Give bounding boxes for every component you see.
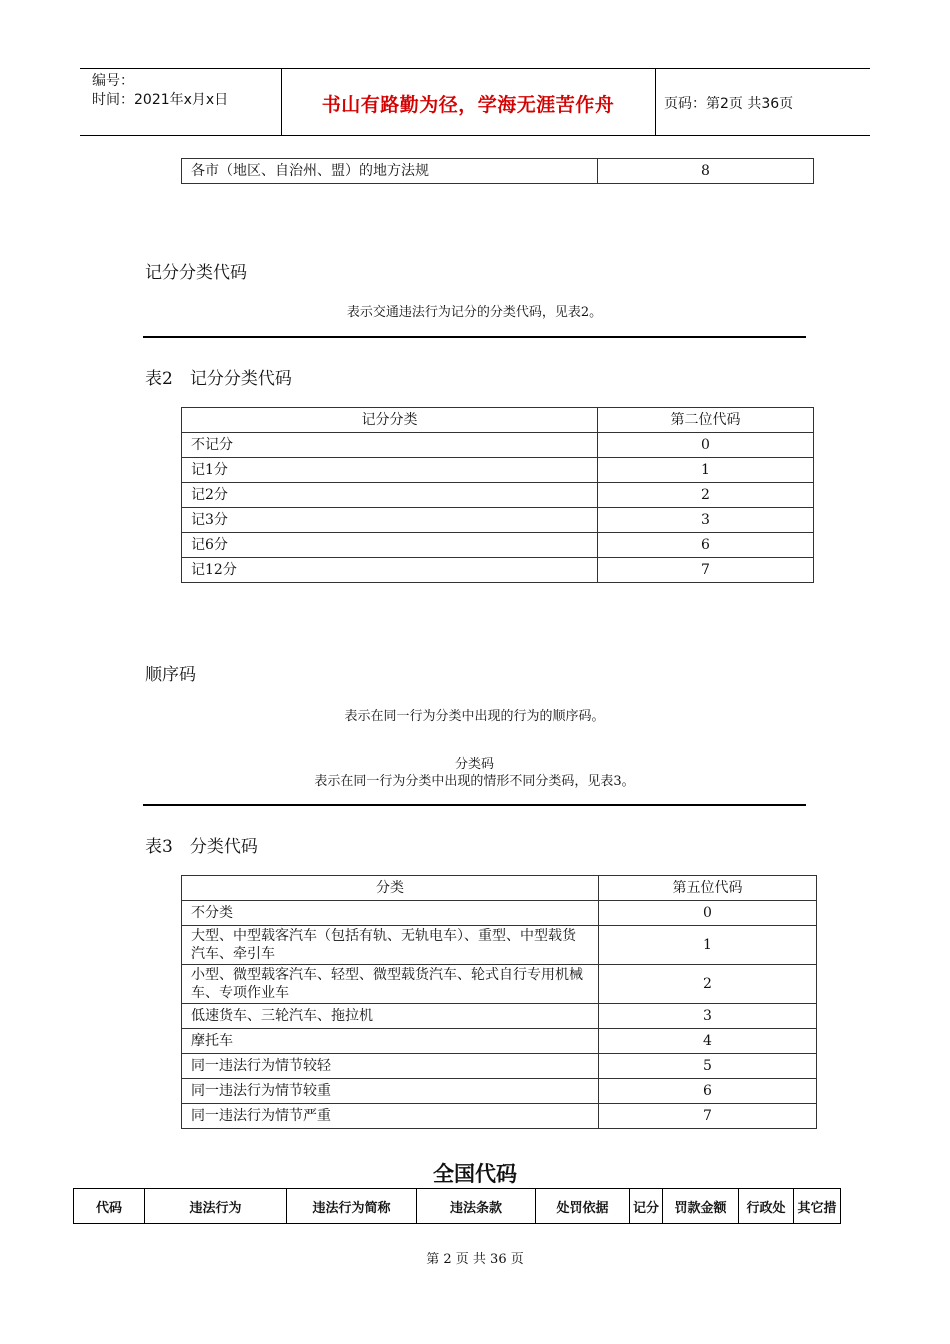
table-cell: 7 (598, 558, 814, 583)
header-top-rule (80, 68, 870, 69)
table-row (182, 1054, 817, 1079)
table-cell: 不分类 (182, 901, 599, 926)
table-header-cell: 第二位代码 (598, 408, 814, 433)
table-row (182, 458, 814, 483)
header-number-label: 编号： (92, 73, 134, 89)
header-motto: 书山有路勤为径，学海无涯苦作舟 (321, 94, 615, 116)
table-cell: 记6分 (182, 533, 598, 558)
section-caption-category: 表示在同一行为分类中出现的情形不同分类码，见表3。 (314, 774, 635, 789)
table-header-cell: 处罚依据 (536, 1189, 630, 1224)
table-row (182, 533, 814, 558)
table-cell: 1 (598, 458, 814, 483)
table-cell: 记1分 (182, 458, 598, 483)
table-row (182, 926, 817, 965)
table-cell: 4 (599, 1029, 817, 1054)
table-header-cell: 罚款金额 (663, 1189, 739, 1224)
table-header-cell: 违法行为 (145, 1189, 287, 1224)
header-divider-left (281, 68, 282, 136)
table-row (182, 483, 814, 508)
section-heading-points: 记分分类代码 (145, 263, 247, 283)
table-cell: 8 (598, 159, 814, 184)
table-cell: 1 (599, 926, 817, 965)
table-header-row (182, 408, 814, 433)
header-page-info: 页码：第2页 共36页 (664, 96, 794, 112)
header-time-label: 时间：2021年x月x日 (92, 92, 229, 108)
divider-rule (143, 804, 806, 806)
table-cell: 0 (598, 433, 814, 458)
table2 (181, 407, 814, 583)
header-bottom-rule (80, 135, 870, 136)
table-row (182, 433, 814, 458)
table-cell: 5 (599, 1054, 817, 1079)
table-cell: 小型、微型载客汽车、轻型、微型载货汽车、轮式自行专用机械车、专项作业车 (182, 965, 599, 1004)
table3 (181, 875, 817, 1129)
table-cell: 同一违法行为情节较重 (182, 1079, 599, 1104)
table-row (182, 1104, 817, 1129)
table-cell: 大型、中型载客汽车（包括有轨、无轨电车）、重型、中型载货汽车、牵引车 (182, 926, 599, 965)
table-header-cell: 第五位代码 (599, 876, 817, 901)
table-row (182, 1029, 817, 1054)
table-header-cell: 其它措 (794, 1189, 841, 1224)
page-footer: 第 2 页 共 36 页 (426, 1252, 524, 1267)
table-cell: 同一违法行为情节较轻 (182, 1054, 599, 1079)
table-row (182, 965, 817, 1004)
national-code-title: 全国代码 (433, 1162, 517, 1186)
table-cell: 摩托车 (182, 1029, 599, 1054)
table-header-cell: 代码 (74, 1189, 145, 1224)
table-header-cell: 分类 (182, 876, 599, 901)
table-cell: 记2分 (182, 483, 598, 508)
table-cell: 0 (599, 901, 817, 926)
table-header-cell: 记分分类 (182, 408, 598, 433)
table-cell: 6 (598, 533, 814, 558)
table-row (182, 901, 817, 926)
table-cell: 7 (599, 1104, 817, 1129)
section-caption-points: 表示交通违法行为记分的分类代码，见表2。 (346, 305, 603, 320)
table-header-cell: 行政处 (739, 1189, 794, 1224)
table-cell: 2 (598, 483, 814, 508)
table-cell: 各市（地区、自治州、盟）的地方法规 (182, 159, 598, 184)
table-cell: 记12分 (182, 558, 598, 583)
table-cell: 3 (598, 508, 814, 533)
table-header-cell: 违法行为简称 (287, 1189, 417, 1224)
table-row (182, 1004, 817, 1029)
table-row (182, 558, 814, 583)
table3-title: 表3 分类代码 (145, 837, 258, 857)
table-header-cell: 记分 (630, 1189, 663, 1224)
section-heading-sequence: 顺序码 (145, 665, 196, 685)
divider-rule (143, 336, 806, 338)
table-header-row (74, 1189, 841, 1224)
section-subheading-category: 分类码 (454, 757, 494, 772)
table-header-cell: 违法条款 (417, 1189, 536, 1224)
section-caption-sequence: 表示在同一行为分类中出现的行为的顺序码。 (344, 709, 605, 724)
header-divider-right (655, 68, 656, 136)
table-cell: 同一违法行为情节严重 (182, 1104, 599, 1129)
table-cell: 不记分 (182, 433, 598, 458)
table-cell: 6 (599, 1079, 817, 1104)
table-header-row (182, 876, 817, 901)
regulation-table (181, 158, 814, 184)
table-cell: 低速货车、三轮汽车、拖拉机 (182, 1004, 599, 1029)
national-code-table (73, 1188, 841, 1224)
table-cell: 2 (599, 965, 817, 1004)
table-cell: 3 (599, 1004, 817, 1029)
table-row (182, 1079, 817, 1104)
table-row (182, 159, 814, 184)
table-cell: 记3分 (182, 508, 598, 533)
table-row (182, 508, 814, 533)
table2-title: 表2 记分分类代码 (145, 369, 292, 389)
